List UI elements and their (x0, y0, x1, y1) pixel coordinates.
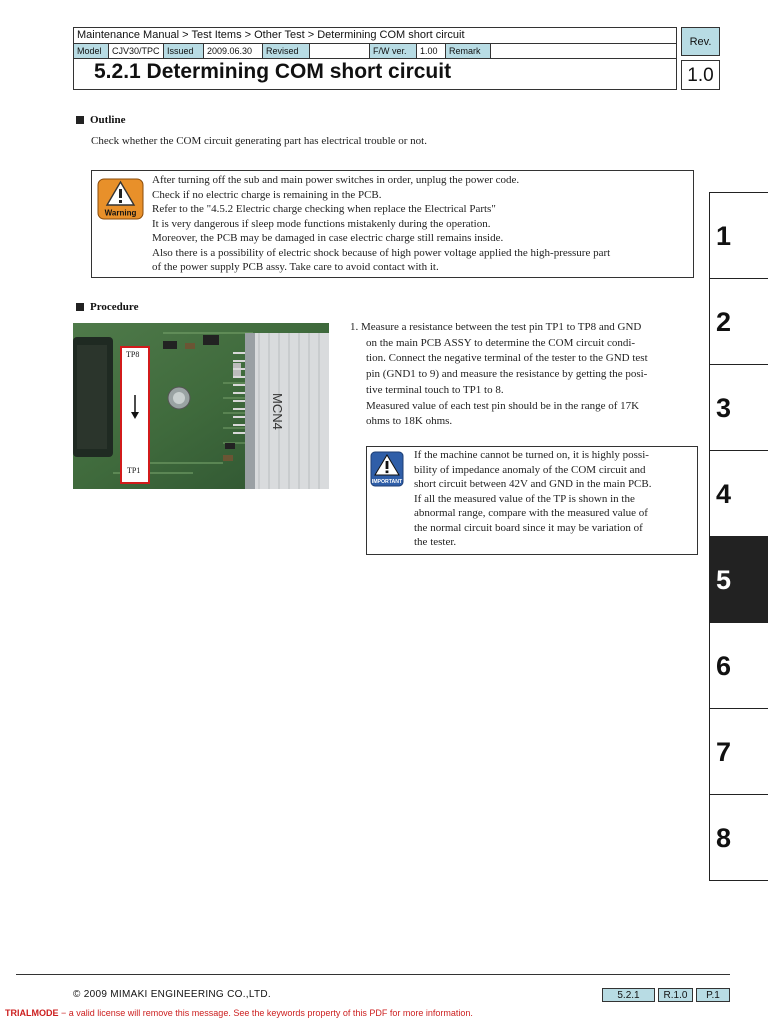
footer-rule (16, 974, 730, 975)
remark-label: Remark (446, 44, 491, 58)
chapter-tab-3[interactable]: 3 (709, 364, 768, 450)
outline-text: Check whether the COM circuit generating part has electrical trouble or not. (91, 135, 427, 147)
footer-page: P.1 (696, 988, 730, 1002)
step-line: tive terminal touch to TP1 to 8. (366, 383, 504, 396)
warning-line: Moreover, the PCB may be damaged in case electric charge still remains inside. (152, 232, 504, 244)
warning-icon-label: Warning (104, 208, 137, 218)
footer-revision: R.1.0 (658, 988, 693, 1002)
pcb-photo (73, 323, 329, 489)
warning-line: After turning off the sub and main power switches in order, unplug the power code. (152, 174, 520, 186)
chapter-tab-6[interactable]: 6 (709, 622, 768, 708)
important-box (366, 446, 698, 555)
warning-text (152, 173, 692, 275)
step-line: on the main PCB ASSY to determine the COM circuit condi- (366, 336, 636, 349)
model-value: CJV30/TPC (109, 44, 164, 58)
pcb-photo-image (73, 323, 329, 489)
step-line: pin (GND1 to 9) and measure the resistance by getting the posi- (366, 368, 648, 381)
revised-value (310, 44, 370, 58)
important-text (414, 448, 651, 550)
step-line: Measured value of each test pin should be in the range of 17K (366, 399, 640, 412)
trial-mode-message: − a valid license will remove this message. See the keywords property of this PDF for more information. (58, 1008, 473, 1018)
procedure-heading (76, 301, 138, 313)
trial-mode-label: TRIALMODE (5, 1008, 59, 1018)
important-icon (370, 451, 404, 487)
important-line: short circuit between 42V and GND in the main PCB. (414, 478, 652, 490)
warning-triangle-icon (97, 178, 144, 220)
fw-version-label: F/W ver. (370, 44, 417, 58)
procedure-step-1 (350, 320, 700, 430)
step-line: 1. Measure a resistance between the test pin TP1 to TP8 and GND (350, 321, 642, 333)
important-line: abnormal range, compare with the measured value of (414, 507, 648, 519)
important-line: the tester. (414, 536, 457, 548)
model-label: Model (74, 44, 109, 58)
revision-box (681, 27, 720, 90)
tp8-tag: TP8 (126, 350, 140, 359)
chapter-tab-7[interactable]: 7 (709, 708, 768, 794)
issued-label: Issued (164, 44, 204, 58)
outline-heading (76, 114, 125, 126)
chapter-tab-1[interactable]: 1 (709, 192, 768, 278)
warning-line: Also there is a possibility of electric shock because of high power voltage applied the high-pressure part (152, 246, 611, 259)
revision-label: Rev. (681, 27, 720, 56)
issued-value: 2009.06.30 (204, 44, 263, 58)
square-bullet-icon (76, 303, 84, 311)
copyright: © 2009 MIMAKI ENGINEERING CO.,LTD. (73, 989, 271, 1000)
warning-line: Check if no electric charge is remaining in the PCB. (152, 188, 382, 201)
tabs-bottom-rule (709, 880, 768, 881)
procedure-heading-text: Procedure (90, 301, 139, 313)
important-line: If all the measured value of the TP is shown in the (414, 492, 635, 505)
connector-label: MCN4 (270, 393, 285, 430)
tp1-tag: TP1 (127, 466, 141, 475)
warning-box (91, 170, 694, 278)
chapter-tab-8[interactable]: 8 (709, 794, 768, 880)
step-line: tion. Connect the negative terminal of the tester to the GND test (366, 352, 648, 365)
chapter-tab-4[interactable]: 4 (709, 450, 768, 536)
important-icon-label: IMPORTANT (371, 479, 403, 485)
warning-line: of the power supply PCB assy. Take care to avoid contact with it. (152, 261, 439, 273)
fw-version-value: 1.00 (417, 44, 446, 58)
warning-line: Refer to the "4.5.2 Electric charge checking when replace the Electrical Parts" (152, 203, 496, 215)
warning-line: It is very dangerous if sleep mode functions mistakenly during the operation. (152, 217, 491, 230)
breadcrumb: Maintenance Manual > Test Items > Other Test > Determining COM short circuit (77, 29, 465, 41)
important-line: If the machine cannot be turned on, it is highly possi- (414, 449, 649, 461)
chapter-tab-5[interactable]: 5 (709, 536, 768, 622)
revised-label: Revised (263, 44, 310, 58)
outline-heading-text: Outline (90, 114, 126, 126)
document-header (73, 27, 677, 90)
trial-mode-notice (5, 1008, 473, 1018)
remark-value (491, 44, 678, 58)
revision-value: 1.0 (681, 60, 720, 90)
meta-row (74, 43, 676, 59)
footer-section: 5.2.1 (602, 988, 655, 1002)
important-line: the normal circuit board since it may be variation of (414, 521, 643, 534)
important-line: bility of impedance anomaly of the COM circuit and (414, 463, 646, 476)
page-title: 5.2.1 Determining COM short circuit (94, 60, 452, 83)
step-line: ohms to 18K ohms. (366, 415, 453, 428)
square-bullet-icon (76, 116, 84, 124)
chapter-tab-2[interactable]: 2 (709, 278, 768, 364)
